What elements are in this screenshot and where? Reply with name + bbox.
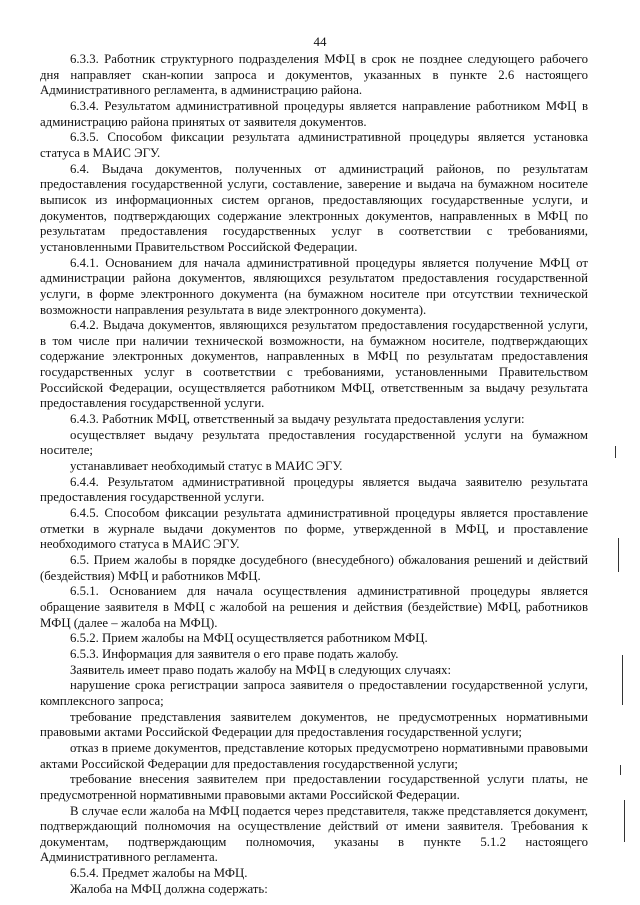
paragraph-6-4-5: 6.4.5. Способом фиксации результата административной процедуры является проставление отметки в журнале выдачи документов по форме, утвержденной в МФЦ, и проставление необходимого статуса в МАИС ЭГУ. bbox=[40, 506, 588, 552]
paragraph-6-5-3: 6.5.3. Информация для заявителя о его праве подать жалобу. bbox=[70, 646, 399, 661]
paragraph-representative: В случае если жалоба на МФЦ подается через представителя, также представляется документ, подтверждающий полномочия на осуществление действий от имени заявителя. Требования к документам, подтверждающим полномочия, указаны в пункте 5.1.2 настоящего Административного регламента. bbox=[40, 803, 588, 865]
paragraph-6-3-4: 6.3.4. Результатом административной процедуры является направление работником МФЦ в администрацию района принятых от заявителя документов. bbox=[40, 98, 588, 129]
page-number: 44 bbox=[313, 34, 327, 49]
paragraph-6-5-2: 6.5.2. Прием жалобы на МФЦ осуществляется работником МФЦ. bbox=[70, 631, 428, 646]
paragraph-6-5: 6.5. Прием жалобы в порядке досудебного (внесудебного) обжалования решений и действий (бездействия) МФЦ и работников МФЦ. bbox=[40, 553, 588, 583]
paragraph-case-deadline: нарушение срока регистрации запроса заявителя о предоставлении государственной услуги, комплексного запроса; bbox=[40, 678, 588, 708]
paragraph-6-4: 6.4. Выдача документов, полученных от администраций районов, по результатам предоставления государственной услуги, составление, заверение и выдача на бумажном носителе выписок из информационных систем органов, предоставляющих государственные услуги, и документов, подтверждающих содержание электронных документов, направленных в МФЦ по результатам предоставления государственных услуг в соответствии с требованиями, установленными Правительством Российской Федерации. bbox=[40, 161, 588, 254]
paragraph-6-4-3-item-2: устанавливает необходимый статус в МАИС ЭГУ. bbox=[70, 459, 343, 474]
scan-margin-mark bbox=[620, 765, 621, 775]
scan-margin-mark bbox=[618, 538, 619, 572]
paragraph-6-3-3: 6.3.3. Работник структурного подразделения МФЦ в срок не позднее следующего рабочего дня направляет скан-копии запроса и документов, указанных в пункте 2.6 настоящего Административного регламента, в администрацию района. bbox=[40, 52, 588, 98]
scan-margin-mark bbox=[615, 446, 616, 458]
scan-margin-mark bbox=[622, 655, 623, 705]
paragraph-6-4-1: 6.4.1. Основанием для начала административной процедуры является получение МФЦ от администрации района документов, являющихся результатом предоставления государственной услуги, в форме электронного документа (на бумажном носителе при отсутствии технической возможности направления результата в виде электронного документа). bbox=[40, 255, 588, 317]
paragraph-6-5-1: 6.5.1. Основанием для начала осуществления административной процедуры является обращение заявителя в МФЦ с жалобой на решения и действия (бездействие) МФЦ, работников МФЦ (далее – жалоба на МФЦ). bbox=[40, 584, 588, 630]
paragraph-6-3-5: 6.3.5. Способом фиксации результата административной процедуры является установка статуса в МАИС ЭГУ. bbox=[40, 130, 588, 160]
paragraph-case-refusal: отказ в приеме документов, представление которых предусмотрено нормативными правовыми актами Российской Федерации для предоставления государственной услуги; bbox=[40, 740, 588, 771]
paragraph-complaint-cases-intro: Заявитель имеет право подать жалобу на МФЦ в следующих случаях: bbox=[70, 662, 452, 677]
paragraph-case-payment: требование внесения заявителем при предоставлении государственной услуги платы, не предусмотренной нормативными правовыми актами Российской Федерации. bbox=[40, 772, 588, 802]
paragraph-6-5-4: 6.5.4. Предмет жалобы на МФЦ. bbox=[70, 866, 248, 881]
paragraph-6-4-2: 6.4.2. Выдача документов, являющихся результатом предоставления государственной услуги, в том числе при наличии технической возможности, на бумажном носителе, подтверждающих содержание электронных документов, направленных в МФЦ по результатам предоставления государственных услуг в соответствии с требованиями, установленными Правительством Российской Федерации, осуществляется работником МФЦ, ответственным за выдачу результата предоставления государственной услуги. bbox=[40, 318, 588, 411]
paragraph-6-4-4: 6.4.4. Результатом административной процедуры является выдача заявителю результата предоставления государственной услуги. bbox=[40, 474, 588, 505]
paragraph-6-4-3-item-1: осуществляет выдачу результата предоставления государственной услуги на бумажном носителе; bbox=[40, 427, 588, 458]
scan-margin-mark bbox=[624, 800, 625, 842]
paragraph-complaint-contents: Жалоба на МФЦ должна содержать: bbox=[70, 881, 268, 896]
paragraph-case-extra-documents: требование представления заявителем документов, не предусмотренных нормативными правовыми актами Российской Федерации для предоставления государственной услуги; bbox=[40, 709, 588, 740]
document-body bbox=[40, 52, 588, 897]
paragraph-6-4-3: 6.4.3. Работник МФЦ, ответственный за выдачу результата предоставления услуги: bbox=[70, 412, 525, 427]
